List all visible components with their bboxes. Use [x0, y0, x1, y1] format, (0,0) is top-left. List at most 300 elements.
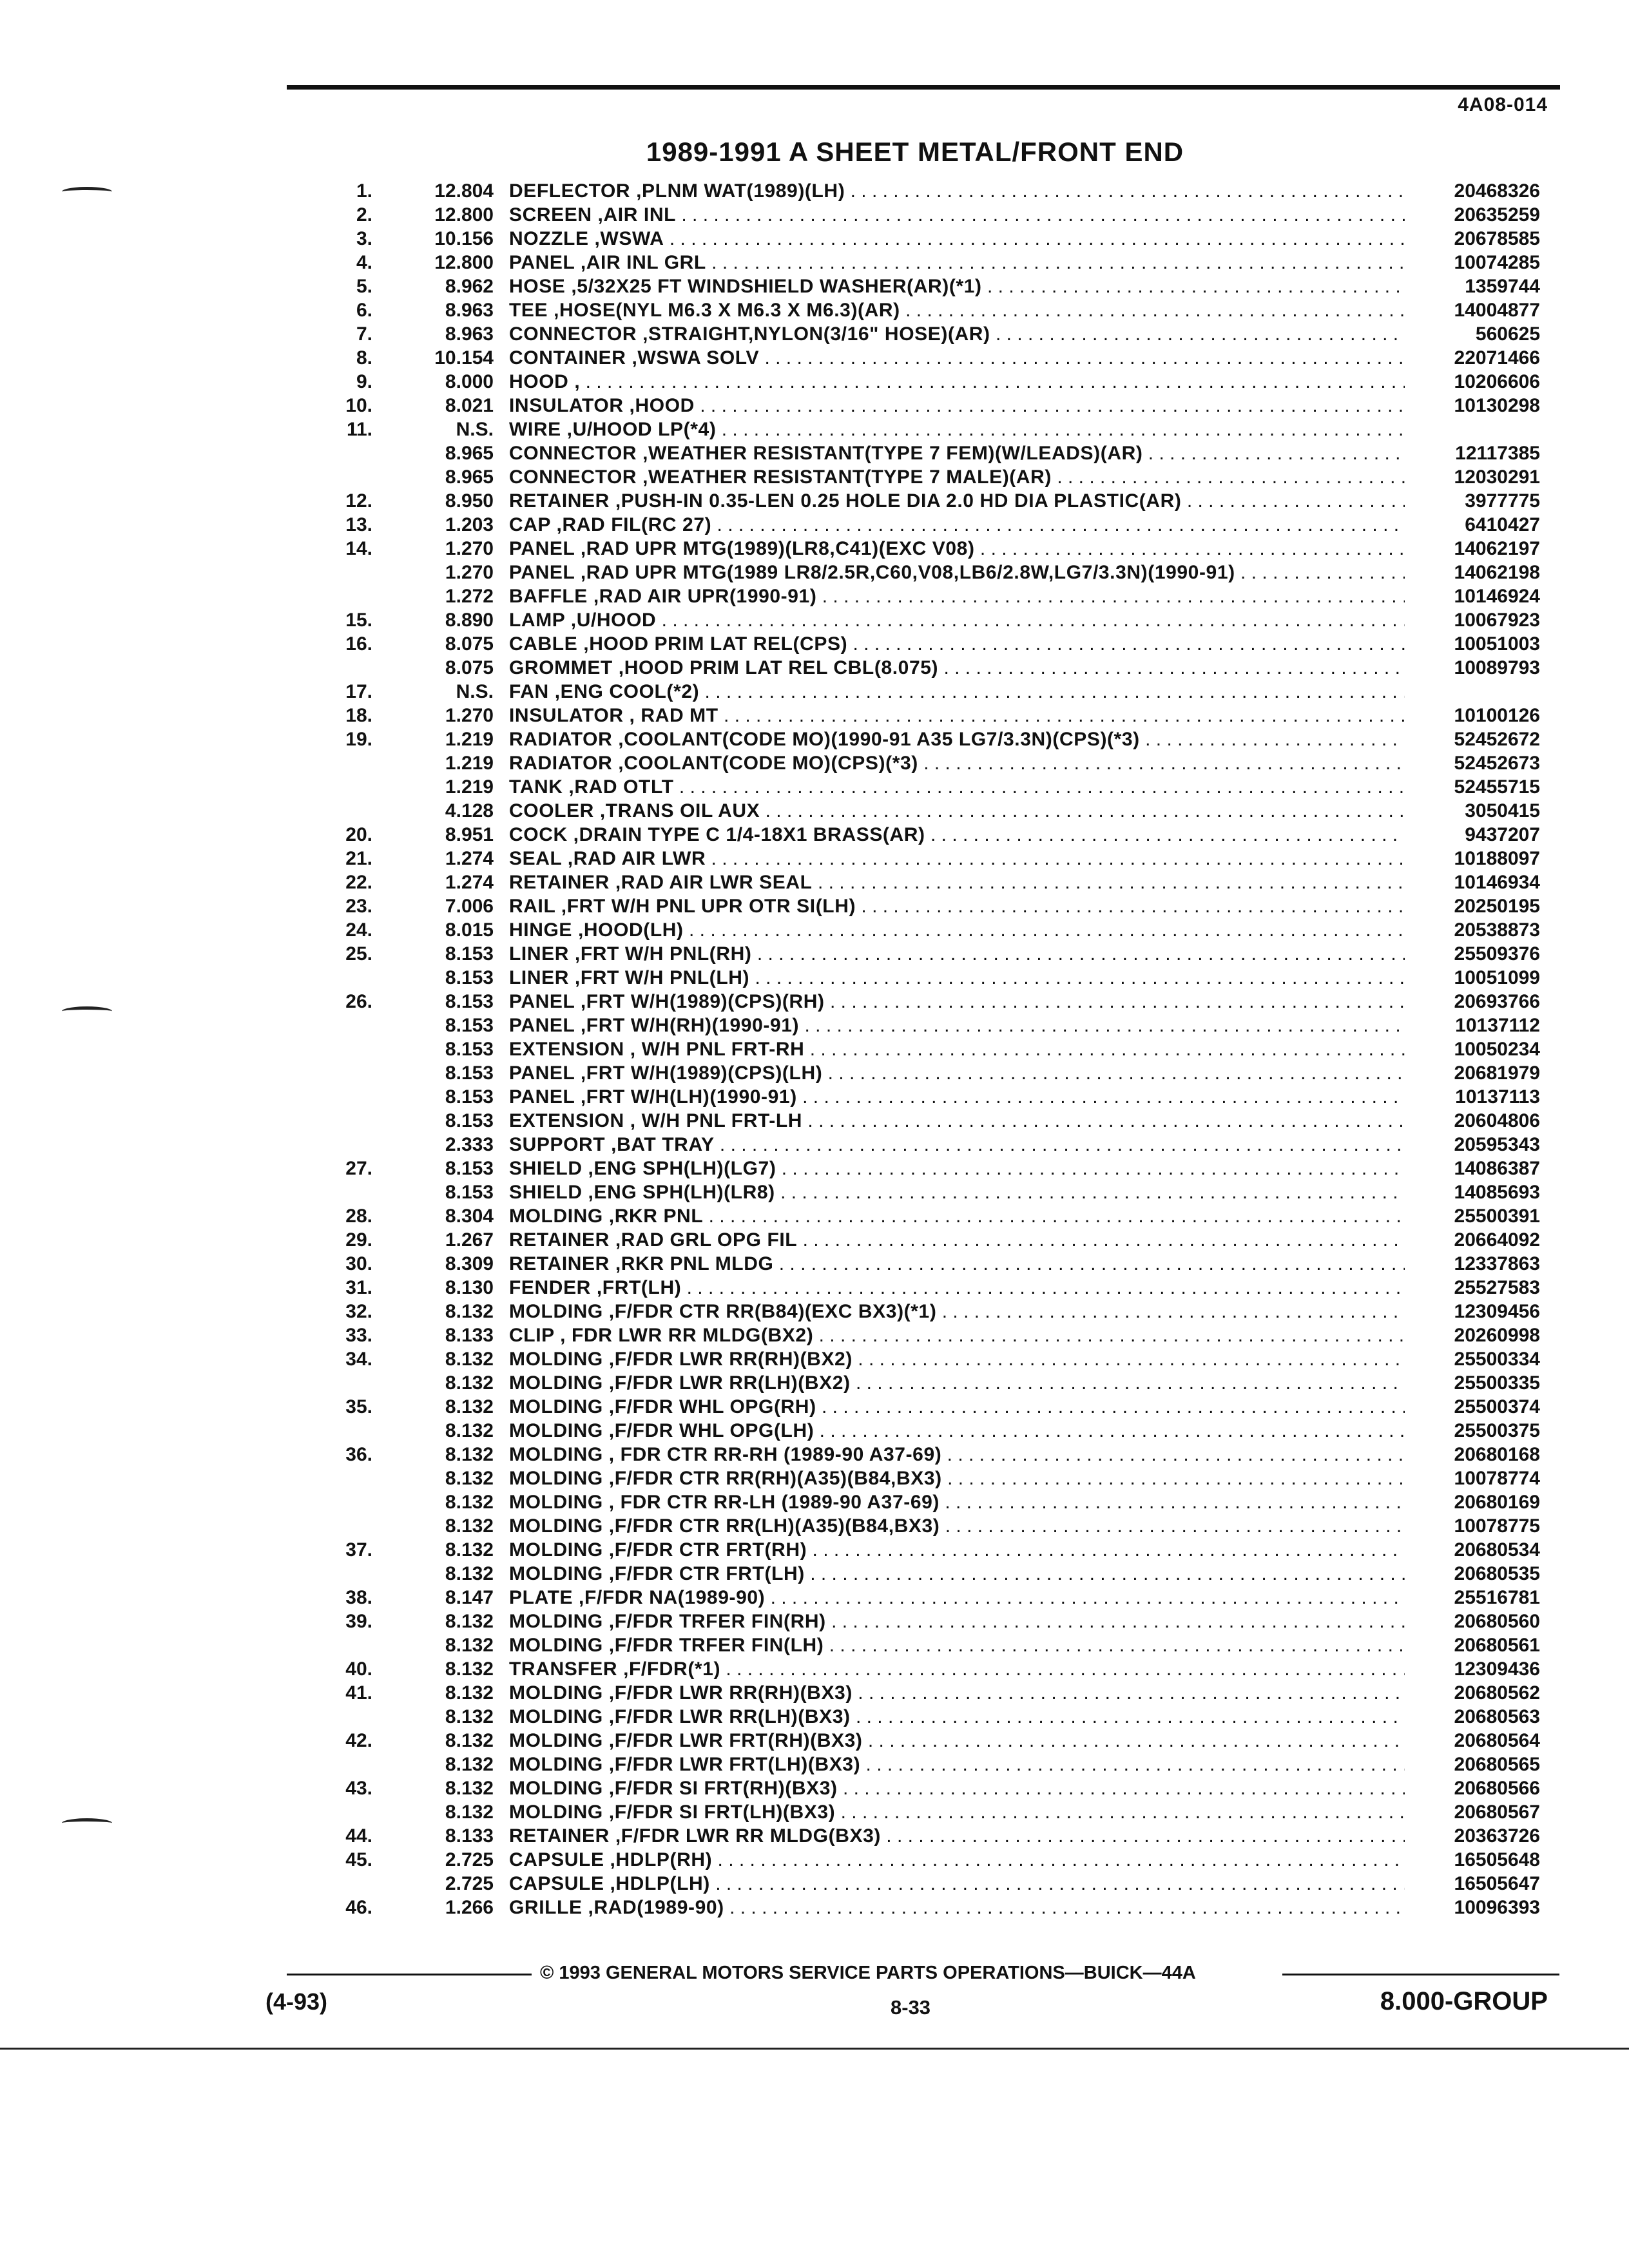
part-number: 20680566 — [1454, 1778, 1540, 1799]
part-number: 20680561 — [1454, 1635, 1540, 1656]
item-number: 22. — [345, 872, 372, 893]
part-description: MOLDING ,F/FDR LWR RR(LH)(BX2) . . . — [509, 1371, 1405, 1395]
part-description: PANEL ,FRT W/H(1989)(CPS)(RH) . . . — [509, 990, 1405, 1014]
part-description: CLIP , FDR LWR RR MLDG(BX2) . . . — [509, 1323, 1405, 1347]
part-description: NOZZLE ,WSWA . . . — [509, 227, 1405, 251]
part-description: INSULATOR ,HOOD . . . — [509, 394, 1405, 418]
part-description: MOLDING ,F/FDR LWR RR(RH)(BX3) . . . — [509, 1681, 1405, 1705]
table-row — [0, 966, 1629, 990]
table-row — [0, 584, 1629, 608]
table-row — [0, 1729, 1629, 1753]
part-description: EXTENSION , W/H PNL FRT-RH . . . — [509, 1037, 1405, 1061]
group-number: 12.800 — [434, 204, 494, 226]
table-row — [0, 298, 1629, 322]
footer-rule-right — [1282, 1974, 1559, 1975]
table-row — [0, 1037, 1629, 1061]
part-description: CABLE ,HOOD PRIM LAT REL(CPS) . . . — [509, 632, 1405, 656]
part-description: HOSE ,5/32X25 FT WINDSHIELD WASHER(AR)(*1) . . . — [509, 274, 1405, 298]
group-number: 1.219 — [445, 753, 494, 774]
item-number: 13. — [345, 514, 372, 535]
group-number: 2.725 — [445, 1873, 494, 1894]
group-number: 8.951 — [445, 824, 494, 845]
part-description: PANEL ,RAD UPR MTG(1989)(LR8,C41)(EXC V08) . . . — [509, 537, 1405, 561]
group-number: 8.075 — [445, 657, 494, 678]
group-number: 8.015 — [445, 919, 494, 941]
part-number: 22071466 — [1454, 347, 1540, 369]
table-row — [0, 942, 1629, 966]
group-number: 8.153 — [445, 1062, 494, 1084]
part-description: RETAINER ,RAD AIR LWR SEAL . . . — [509, 870, 1405, 894]
part-number: 25527583 — [1454, 1277, 1540, 1298]
part-number: 10206606 — [1454, 371, 1540, 392]
table-row — [0, 1705, 1629, 1729]
group-number: N.S. — [456, 419, 494, 440]
group-number: 1.272 — [445, 586, 494, 607]
group-number: 8.132 — [445, 1420, 494, 1441]
part-number: 20595343 — [1454, 1134, 1540, 1155]
part-description: LINER ,FRT W/H PNL(RH) . . . — [509, 942, 1405, 966]
table-row — [0, 322, 1629, 346]
part-description: TANK ,RAD OTLT . . . — [509, 775, 1405, 799]
table-row — [0, 1252, 1629, 1276]
table-row — [0, 799, 1629, 823]
part-number: 14062197 — [1454, 538, 1540, 559]
part-number: 52452673 — [1454, 753, 1540, 774]
group-number: 8.132 — [445, 1301, 494, 1322]
part-description: MOLDING ,F/FDR SI FRT(LH)(BX3) . . . — [509, 1800, 1405, 1824]
part-number: 20680560 — [1454, 1611, 1540, 1632]
part-number: 10146924 — [1454, 586, 1540, 607]
part-description: MOLDING ,F/FDR CTR RR(RH)(A35)(B84,BX3) . . . — [509, 1466, 1405, 1490]
part-number: 10078775 — [1454, 1515, 1540, 1537]
part-description: GROMMET ,HOOD PRIM LAT REL CBL(8.075) . . . — [509, 656, 1405, 680]
table-row — [0, 227, 1629, 251]
part-number: 20678585 — [1454, 228, 1540, 249]
table-row — [0, 727, 1629, 751]
part-number: 20680564 — [1454, 1730, 1540, 1751]
table-row — [0, 1538, 1629, 1562]
part-number: 12117385 — [1455, 443, 1540, 464]
group-number: 8.132 — [445, 1706, 494, 1727]
item-number: 2. — [356, 204, 372, 226]
part-number: 10078774 — [1454, 1468, 1540, 1489]
part-description: SCREEN ,AIR INL . . . — [509, 203, 1405, 227]
item-number: 19. — [345, 729, 372, 750]
part-description: CAPSULE ,HDLP(LH) . . . — [509, 1872, 1405, 1896]
copyright-notice: © 1993 GENERAL MOTORS SERVICE PARTS OPERATIONS—BUICK—44A — [540, 1963, 1196, 1983]
table-row — [0, 1061, 1629, 1085]
part-number: 14062198 — [1454, 562, 1540, 583]
item-number: 44. — [345, 1825, 372, 1847]
part-description: MOLDING ,F/FDR CTR FRT(RH) . . . — [509, 1538, 1405, 1562]
table-row — [0, 680, 1629, 704]
group-number: 8.153 — [445, 1015, 494, 1036]
item-number: 41. — [345, 1682, 372, 1704]
table-row — [0, 513, 1629, 537]
table-row — [0, 394, 1629, 418]
table-row — [0, 847, 1629, 870]
item-number: 3. — [356, 228, 372, 249]
table-row — [0, 1204, 1629, 1228]
part-description: RETAINER ,PUSH-IN 0.35-LEN 0.25 HOLE DIA 2.0 HD DIA PLASTIC(AR) . . . — [509, 489, 1405, 513]
part-number: 10074285 — [1454, 252, 1540, 273]
part-description: RADIATOR ,COOLANT(CODE MO)(CPS)(*3) . . . — [509, 751, 1405, 775]
group-number: 1.266 — [445, 1897, 494, 1918]
group-number: 8.153 — [445, 943, 494, 965]
table-row — [0, 751, 1629, 775]
part-description: TEE ,HOSE(NYL M6.3 X M6.3 X M6.3)(AR) . . . — [509, 298, 1405, 322]
table-row — [0, 1419, 1629, 1443]
part-description: WIRE ,U/HOOD LP(*4) . . . — [509, 418, 1405, 441]
item-number: 5. — [356, 276, 372, 297]
group-number: 8.132 — [445, 1635, 494, 1656]
part-number: 10051099 — [1454, 967, 1540, 988]
group-number: 10.156 — [434, 228, 494, 249]
item-number: 30. — [345, 1253, 372, 1274]
group-number: 8.021 — [445, 395, 494, 416]
part-number: 25516781 — [1454, 1587, 1540, 1608]
part-number: 12309456 — [1454, 1301, 1540, 1322]
part-number: 20680169 — [1454, 1492, 1540, 1513]
table-row — [0, 1753, 1629, 1776]
group-number: 8.890 — [445, 610, 494, 631]
group-number: 8.132 — [445, 1730, 494, 1751]
group-number: 12.804 — [434, 180, 494, 202]
table-row — [0, 465, 1629, 489]
table-row — [0, 489, 1629, 513]
item-number: 29. — [345, 1229, 372, 1251]
table-row — [0, 656, 1629, 680]
part-description: MOLDING ,F/FDR WHL OPG(RH) . . . — [509, 1395, 1405, 1419]
group-number: 8.132 — [445, 1658, 494, 1680]
table-row — [0, 1610, 1629, 1633]
table-row — [0, 1562, 1629, 1586]
group-number: 1.270 — [445, 538, 494, 559]
group-number: 8.132 — [445, 1444, 494, 1465]
group-number: 8.132 — [445, 1349, 494, 1370]
part-description: PANEL ,RAD UPR MTG(1989 LR8/2.5R,C60,V08,LB6/2.8W,LG7/3.3N)(1990-91) . . . — [509, 561, 1405, 584]
item-number: 36. — [345, 1444, 372, 1465]
part-number: 14085693 — [1454, 1182, 1540, 1203]
item-number: 11. — [346, 419, 372, 440]
part-number: 3050415 — [1465, 800, 1540, 822]
group-number: 2.725 — [445, 1849, 494, 1870]
group-label: 8.000-GROUP — [1380, 1987, 1548, 2015]
part-number: 25500375 — [1454, 1420, 1540, 1441]
part-description: CAP ,RAD FIL(RC 27) . . . — [509, 513, 1405, 537]
table-row — [0, 1514, 1629, 1538]
table-row — [0, 1276, 1629, 1300]
part-description: COCK ,DRAIN TYPE C 1/4-18X1 BRASS(AR) . . . — [509, 823, 1405, 847]
group-number: 8.132 — [445, 1539, 494, 1561]
group-number: 8.133 — [445, 1325, 494, 1346]
group-number: N.S. — [456, 681, 494, 702]
part-description: SEAL ,RAD AIR LWR . . . — [509, 847, 1405, 870]
part-description: SUPPORT ,BAT TRAY . . . — [509, 1133, 1405, 1157]
item-number: 26. — [345, 991, 372, 1012]
group-number: 8.950 — [445, 490, 494, 512]
part-description: MOLDING ,F/FDR CTR FRT(LH) . . . — [509, 1562, 1405, 1586]
part-description: MOLDING ,F/FDR LWR RR(RH)(BX2) . . . — [509, 1347, 1405, 1371]
part-number: 10050234 — [1454, 1039, 1540, 1060]
part-number: 3977775 — [1465, 490, 1540, 512]
part-description: BAFFLE ,RAD AIR UPR(1990-91) . . . — [509, 584, 1405, 608]
part-description: HOOD , . . . — [509, 370, 1405, 394]
part-description: TRANSFER ,F/FDR(*1) . . . — [509, 1657, 1405, 1681]
group-number: 8.304 — [445, 1206, 494, 1227]
table-row — [0, 1133, 1629, 1157]
part-description: MOLDING , FDR CTR RR-LH (1989-90 A37-69) . . . — [509, 1490, 1405, 1514]
part-number: 20680168 — [1454, 1444, 1540, 1465]
part-description: CONTAINER ,WSWA SOLV . . . — [509, 346, 1405, 370]
part-number: 20680563 — [1454, 1706, 1540, 1727]
item-number: 27. — [345, 1158, 372, 1179]
group-number: 8.132 — [445, 1515, 494, 1537]
part-number: 20664092 — [1454, 1229, 1540, 1251]
item-number: 6. — [356, 300, 372, 321]
item-number: 33. — [345, 1325, 372, 1346]
part-number: 20604806 — [1454, 1110, 1540, 1131]
item-number: 34. — [345, 1349, 372, 1370]
table-row — [0, 346, 1629, 370]
table-row — [0, 441, 1629, 465]
part-description: MOLDING ,F/FDR WHL OPG(LH) . . . — [509, 1419, 1405, 1443]
part-number: 12337863 — [1454, 1253, 1540, 1274]
part-number: 10089793 — [1454, 657, 1540, 678]
part-description: PANEL ,AIR INL GRL . . . — [509, 251, 1405, 274]
group-number: 8.965 — [445, 466, 494, 488]
part-number: 20538873 — [1454, 919, 1540, 941]
part-number: 10067923 — [1454, 610, 1540, 631]
table-row — [0, 1300, 1629, 1323]
table-row — [0, 1014, 1629, 1037]
part-description: FENDER ,FRT(LH) . . . — [509, 1276, 1405, 1300]
table-row — [0, 990, 1629, 1014]
group-number: 8.075 — [445, 633, 494, 655]
table-row — [0, 1657, 1629, 1681]
part-number: 10130298 — [1454, 395, 1540, 416]
group-number: 8.132 — [445, 1802, 494, 1823]
item-number: 16. — [345, 633, 372, 655]
group-number: 1.274 — [445, 872, 494, 893]
group-number: 8.132 — [445, 1372, 494, 1394]
item-number: 8. — [356, 347, 372, 369]
item-number: 45. — [345, 1849, 372, 1870]
group-number: 8.000 — [445, 371, 494, 392]
table-row — [0, 251, 1629, 274]
part-number: 16505647 — [1454, 1873, 1540, 1894]
part-number: 20680535 — [1454, 1563, 1540, 1584]
part-description: MOLDING ,F/FDR LWR FRT(RH)(BX3) . . . — [509, 1729, 1405, 1753]
group-number: 8.153 — [445, 991, 494, 1012]
group-number: 8.132 — [445, 1778, 494, 1799]
item-number: 24. — [345, 919, 372, 941]
part-description: INSULATOR , RAD MT . . . — [509, 704, 1405, 727]
table-row — [0, 1347, 1629, 1371]
document-id: 4A08-014 — [1458, 94, 1548, 115]
table-row — [0, 179, 1629, 203]
table-row — [0, 1395, 1629, 1419]
page-title: 1989-1991 A SHEET METAL/FRONT END — [646, 137, 1184, 167]
table-row — [0, 870, 1629, 894]
group-number: 8.153 — [445, 1182, 494, 1203]
part-number: 10146934 — [1454, 872, 1540, 893]
item-number: 1. — [356, 180, 372, 202]
table-row — [0, 1323, 1629, 1347]
part-description: SHIELD ,ENG SPH(LH)(LR8) . . . — [509, 1180, 1405, 1204]
top-rule — [287, 85, 1560, 90]
table-row — [0, 1085, 1629, 1109]
item-number: 39. — [345, 1611, 372, 1632]
part-number: 10096393 — [1454, 1897, 1540, 1918]
table-row — [0, 1681, 1629, 1705]
group-number: 8.132 — [445, 1468, 494, 1489]
part-number: 14004877 — [1454, 300, 1540, 321]
part-number: 6410427 — [1465, 514, 1540, 535]
item-number: 20. — [345, 824, 372, 845]
part-number: 20363726 — [1454, 1825, 1540, 1847]
group-number: 12.800 — [434, 252, 494, 273]
part-number: 25500374 — [1454, 1396, 1540, 1418]
part-number: 20680562 — [1454, 1682, 1540, 1704]
group-number: 8.132 — [445, 1682, 494, 1704]
item-number: 37. — [345, 1539, 372, 1561]
part-number: 52452672 — [1454, 729, 1540, 750]
part-description: CAPSULE ,HDLP(RH) . . . — [509, 1848, 1405, 1872]
item-number: 38. — [345, 1587, 372, 1608]
part-description: MOLDING ,F/FDR TRFER FIN(LH) . . . — [509, 1633, 1405, 1657]
group-number: 8.963 — [445, 300, 494, 321]
part-description: RAIL ,FRT W/H PNL UPR OTR SI(LH) . . . — [509, 894, 1405, 918]
part-number: 14086387 — [1454, 1158, 1540, 1179]
group-number: 8.132 — [445, 1754, 494, 1775]
group-number: 8.132 — [445, 1563, 494, 1584]
part-description: RETAINER ,RKR PNL MLDG . . . — [509, 1252, 1405, 1276]
part-number: 20693766 — [1454, 991, 1540, 1012]
group-number: 8.153 — [445, 1110, 494, 1131]
table-row — [0, 1896, 1629, 1919]
part-number: 20250195 — [1454, 896, 1540, 917]
item-number: 7. — [356, 323, 372, 345]
part-number: 25500391 — [1454, 1206, 1540, 1227]
part-number: 1359744 — [1465, 276, 1540, 297]
group-number: 1.267 — [445, 1229, 494, 1251]
item-number: 40. — [345, 1658, 372, 1680]
part-description: RETAINER ,RAD GRL OPG FIL . . . — [509, 1228, 1405, 1252]
table-row — [0, 1443, 1629, 1466]
table-row — [0, 561, 1629, 584]
group-number: 8.963 — [445, 323, 494, 345]
item-number: 43. — [345, 1778, 372, 1799]
group-number: 4.128 — [445, 800, 494, 822]
group-number: 8.133 — [445, 1825, 494, 1847]
table-row — [0, 1848, 1629, 1872]
part-description: COOLER ,TRANS OIL AUX . . . — [509, 799, 1405, 823]
item-number: 35. — [345, 1396, 372, 1418]
part-description: PANEL ,FRT W/H(LH)(1990-91) . . . — [509, 1085, 1405, 1109]
group-number: 7.006 — [445, 896, 494, 917]
part-description: DEFLECTOR ,PLNM WAT(1989)(LH) . . . — [509, 179, 1405, 203]
group-number: 8.309 — [445, 1253, 494, 1274]
item-number: 23. — [345, 896, 372, 917]
part-description: EXTENSION , W/H PNL FRT-LH . . . — [509, 1109, 1405, 1133]
table-row — [0, 1228, 1629, 1252]
item-number: 42. — [345, 1730, 372, 1751]
part-number: 25509376 — [1454, 943, 1540, 965]
bottom-rule — [0, 2048, 1629, 2050]
table-row — [0, 1633, 1629, 1657]
table-row — [0, 632, 1629, 656]
table-row — [0, 274, 1629, 298]
part-number: 25500334 — [1454, 1349, 1540, 1370]
part-description: SHIELD ,ENG SPH(LH)(LG7) . . . — [509, 1157, 1405, 1180]
table-row — [0, 608, 1629, 632]
table-row — [0, 537, 1629, 561]
part-description: LAMP ,U/HOOD . . . — [509, 608, 1405, 632]
part-description: PANEL ,FRT W/H(1989)(CPS)(LH) . . . — [509, 1061, 1405, 1085]
footer-rule-left — [287, 1974, 532, 1975]
item-number: 12. — [345, 490, 372, 512]
part-number: 20680565 — [1454, 1754, 1540, 1775]
table-row — [0, 418, 1629, 441]
item-number: 28. — [345, 1206, 372, 1227]
part-number: 20260998 — [1454, 1325, 1540, 1346]
group-number: 8.132 — [445, 1492, 494, 1513]
group-number: 2.333 — [445, 1134, 494, 1155]
table-row — [0, 1490, 1629, 1514]
table-row — [0, 1371, 1629, 1395]
table-row — [0, 894, 1629, 918]
table-row — [0, 775, 1629, 799]
table-row — [0, 1800, 1629, 1824]
part-number: 20680567 — [1454, 1802, 1540, 1823]
part-number: 20468326 — [1454, 180, 1540, 202]
group-number: 8.132 — [445, 1396, 494, 1418]
part-description: MOLDING ,F/FDR CTR RR(LH)(A35)(B84,BX3) . . . — [509, 1514, 1405, 1538]
part-description: CONNECTOR ,WEATHER RESISTANT(TYPE 7 MALE)(AR) . . . — [509, 465, 1405, 489]
part-description: CONNECTOR ,STRAIGHT,NYLON(3/16" HOSE)(AR) . . . — [509, 322, 1405, 346]
part-number: 10137113 — [1455, 1086, 1540, 1108]
group-number: 1.219 — [445, 776, 494, 798]
part-description: MOLDING ,F/FDR LWR FRT(LH)(BX3) . . . — [509, 1753, 1405, 1776]
group-number: 10.154 — [434, 347, 494, 369]
part-number: 16505648 — [1454, 1849, 1540, 1870]
part-description: MOLDING ,F/FDR LWR RR(LH)(BX3) . . . — [509, 1705, 1405, 1729]
part-description: LINER ,FRT W/H PNL(LH) . . . — [509, 966, 1405, 990]
item-number: 17. — [345, 681, 372, 702]
table-row — [0, 1872, 1629, 1896]
part-number: 25500335 — [1454, 1372, 1540, 1394]
group-number: 1.203 — [445, 514, 494, 535]
table-row — [0, 1586, 1629, 1610]
part-description: MOLDING ,F/FDR TRFER FIN(RH) . . . — [509, 1610, 1405, 1633]
part-number: 560625 — [1475, 323, 1540, 345]
table-row — [0, 1824, 1629, 1848]
part-description: PLATE ,F/FDR NA(1989-90) . . . — [509, 1586, 1405, 1610]
table-row — [0, 1180, 1629, 1204]
group-number: 8.147 — [445, 1587, 494, 1608]
page-number: 8-33 — [891, 1996, 931, 2019]
group-number: 8.153 — [445, 967, 494, 988]
table-row — [0, 1109, 1629, 1133]
table-row — [0, 823, 1629, 847]
part-description: CONNECTOR ,WEATHER RESISTANT(TYPE 7 FEM)(W/LEADS)(AR) . . . — [509, 441, 1405, 465]
item-number: 25. — [345, 943, 372, 965]
item-number: 15. — [345, 610, 372, 631]
part-number: 20681979 — [1454, 1062, 1540, 1084]
group-number: 8.132 — [445, 1611, 494, 1632]
part-number: 9437207 — [1465, 824, 1540, 845]
